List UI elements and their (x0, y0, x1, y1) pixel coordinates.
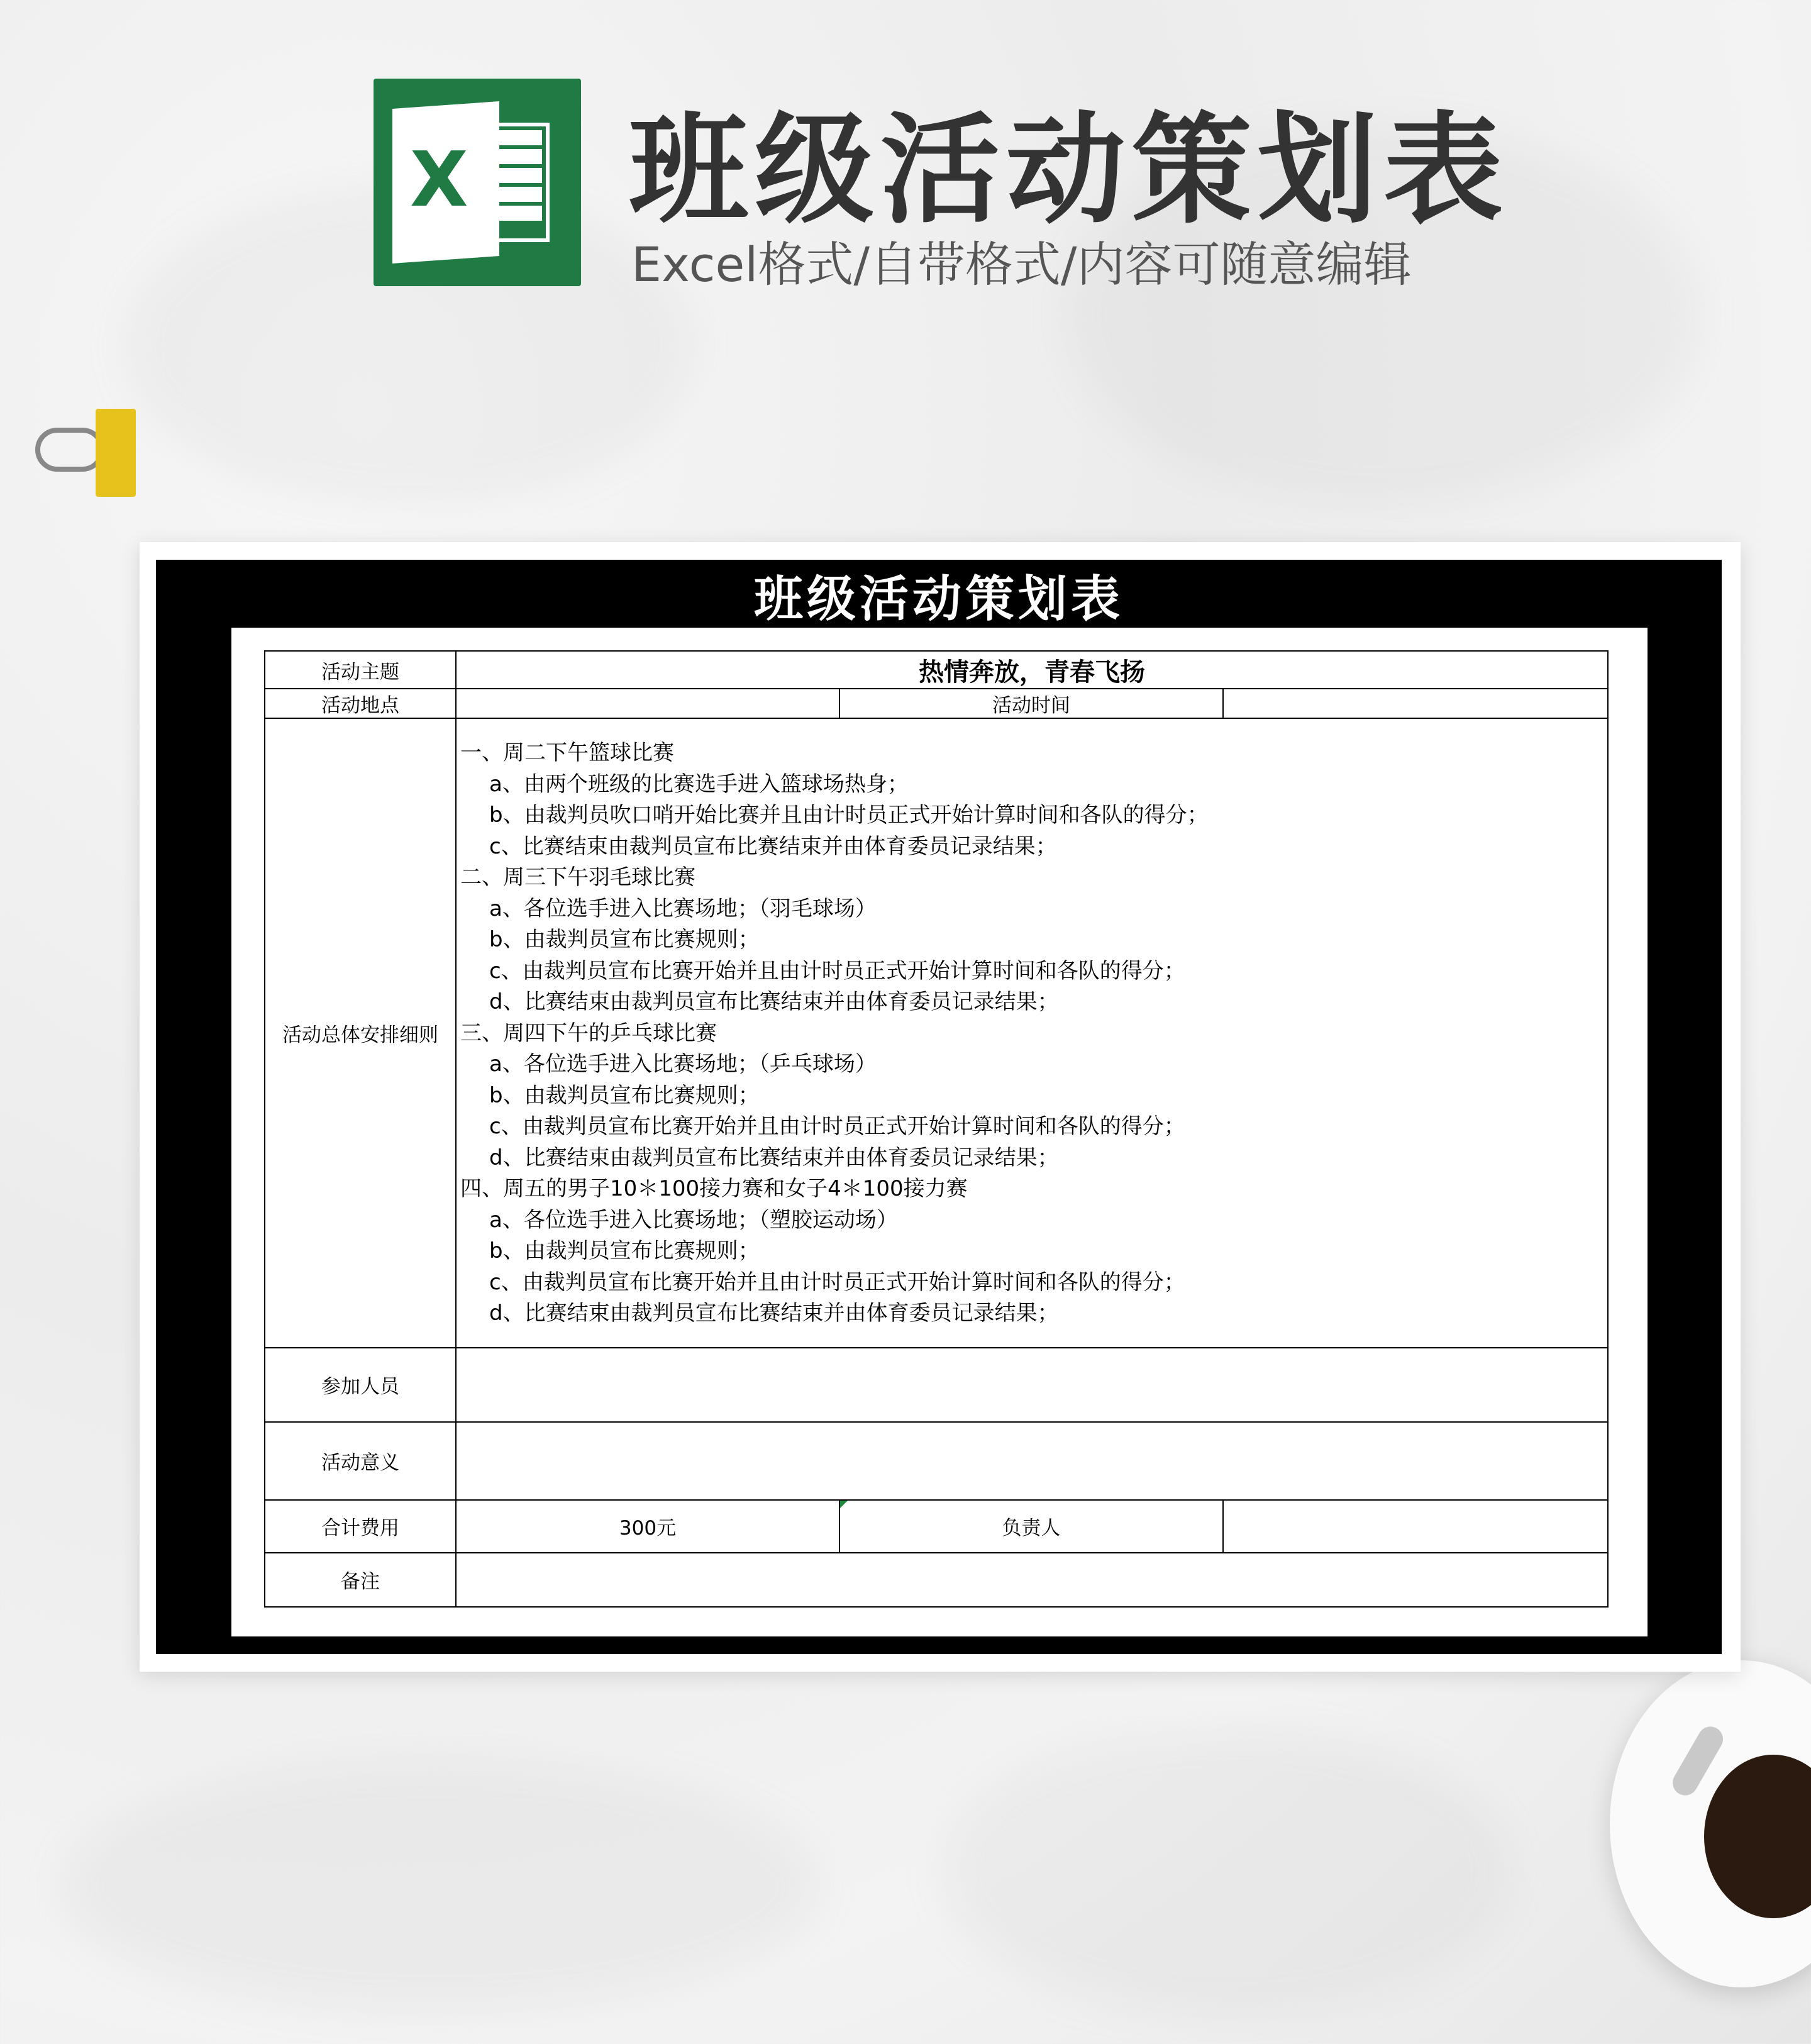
schedule-line: b、由裁判员宣布比赛规则； (489, 1238, 760, 1264)
cost-label: 合计费用 (265, 1500, 456, 1553)
binder-clip-icon (35, 409, 142, 497)
schedule-line: a、各位选手进入比赛场地；（羽毛球场） (489, 896, 877, 921)
excel-logo-icon (374, 79, 581, 286)
coffee-cup-icon (1610, 1660, 1811, 1987)
schedule-line: a、由两个班级的比赛选手进入篮球场热身； (489, 771, 909, 797)
table-row-schedule (265, 718, 1608, 1348)
plan-table (264, 650, 1609, 1608)
table-row-meaning (265, 1422, 1608, 1500)
schedule-line: c、由裁判员宣布比赛开始并且由计时员正式开始计算时间和各队的得分； (489, 1269, 1185, 1295)
schedule-line: b、由裁判员宣布比赛规则； (489, 1082, 760, 1108)
schedule-line: b、由裁判员宣布比赛规则； (489, 927, 760, 952)
schedule-line: 二、周三下午羽毛球比赛 (460, 865, 695, 890)
schedule-line: a、各位选手进入比赛场地；（乒乓球场） (489, 1052, 877, 1077)
time-label: 活动时间 (839, 689, 1223, 718)
document-title: 班级活动策划表 (753, 571, 1124, 628)
schedule-label: 活动总体安排细则 (265, 718, 456, 1348)
schedule-line: d、比赛结束由裁判员宣布比赛结束并由体育委员记录结果； (489, 1301, 1059, 1326)
logo-letter: X (410, 136, 468, 224)
time-value[interactable] (1223, 689, 1608, 718)
document-frame (156, 560, 1722, 1654)
schedule-line: a、各位选手进入比赛场地；（塑胶运动场） (489, 1207, 898, 1233)
table-row-cost (265, 1500, 1608, 1553)
schedule-line: 四、周五的男子10＊100接力赛和女子4＊100接力赛 (460, 1176, 968, 1201)
table-row-theme (265, 651, 1608, 689)
schedule-line: d、比赛结束由裁判员宣布比赛结束并由体育委员记录结果； (489, 989, 1059, 1014)
participants-value[interactable] (456, 1348, 1608, 1422)
owner-label: 负责人 (839, 1500, 1223, 1553)
remark-value[interactable] (456, 1553, 1608, 1607)
schedule-line: c、由裁判员宣布比赛开始并且由计时员正式开始计算时间和各队的得分； (489, 958, 1185, 984)
meaning-label: 活动意义 (265, 1422, 456, 1500)
banner-subtitle: Excel格式/自带格式/内容可随意编辑 (631, 236, 1412, 292)
remark-label: 备注 (265, 1553, 456, 1607)
schedule-line: c、比赛结束由裁判员宣布比赛结束并由体育委员记录结果； (489, 833, 1057, 859)
banner-title: 班级活动策划表 (629, 101, 1510, 240)
theme-label: 活动主题 (265, 651, 456, 689)
theme-value[interactable]: 热情奔放，青春飞扬 (456, 651, 1608, 689)
schedule-details[interactable] (456, 718, 1608, 1348)
sheet-area (231, 628, 1648, 1636)
participants-label: 参加人员 (265, 1348, 456, 1422)
location-value[interactable] (456, 689, 839, 718)
schedule-line: d、比赛结束由裁判员宣布比赛结束并由体育委员记录结果； (489, 1145, 1059, 1170)
schedule-line: 三、周四下午的乒乓球比赛 (460, 1020, 717, 1046)
table-row-participants (265, 1348, 1608, 1422)
schedule-line: b、由裁判员吹口哨开始比赛并且由计时员正式开始计算时间和各队的得分； (489, 803, 1209, 828)
schedule-line: 一、周二下午篮球比赛 (460, 740, 674, 765)
table-row-location (265, 689, 1608, 718)
meaning-value[interactable] (456, 1422, 1608, 1500)
cost-value[interactable]: 300元 (456, 1500, 839, 1553)
table-row-remark (265, 1553, 1608, 1607)
schedule-line: c、由裁判员宣布比赛开始并且由计时员正式开始计算时间和各队的得分； (489, 1114, 1185, 1139)
document-paper (140, 542, 1741, 1672)
owner-value[interactable] (1223, 1500, 1608, 1553)
location-label: 活动地点 (265, 689, 456, 718)
